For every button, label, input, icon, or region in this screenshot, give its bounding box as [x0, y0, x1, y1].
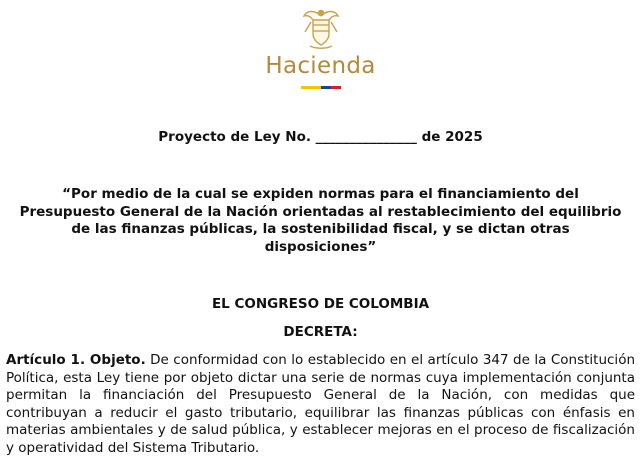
brand-name: Hacienda: [265, 53, 376, 79]
congress-heading: EL CONGRESO DE COLOMBIA: [211, 296, 430, 312]
flag-red: [331, 86, 341, 89]
subject-line: disposiciones”: [264, 238, 377, 255]
project-title: Proyecto de Ley No. _______________ de 2025: [158, 129, 483, 145]
colombia-flag-bar: [301, 86, 341, 89]
flag-blue: [321, 86, 331, 89]
decreta-heading: DECRETA:: [283, 324, 358, 340]
subject-line: de las finanzas públicas, la sostenibilidad fiscal, y se dictan otras: [71, 221, 570, 237]
article-1-body: De conformidad con lo establecido en el artículo 347 de la Constitución Política, esta Ley tiene por objeto dictar una serie de normas cuya implementación conjunta permitan la financiación del Presupuesto General de la Nación, con medidas que contribuyan a reducir el gasto tributario, equilibrar las finanzas públicas con énfasis en materias ambientales y de salud pública, y establecer mejoras en el proceso de fiscalización y operatividad del Sistema Tributario.: [6, 352, 636, 456]
article-1-title: Artículo 1. Objeto.: [6, 352, 146, 368]
subject-line: Presupuesto General de la Nación orientadas al restablecimiento del equilibrio: [19, 203, 622, 220]
subject-line: “Por medio de la cual se expiden normas para el financiamiento del: [62, 186, 579, 202]
law-subject: [0, 186, 641, 256]
coat-of-arms-icon: [301, 6, 341, 52]
hacienda-logo: [0, 6, 641, 89]
flag-yellow: [301, 86, 321, 89]
article-1: [6, 352, 635, 457]
